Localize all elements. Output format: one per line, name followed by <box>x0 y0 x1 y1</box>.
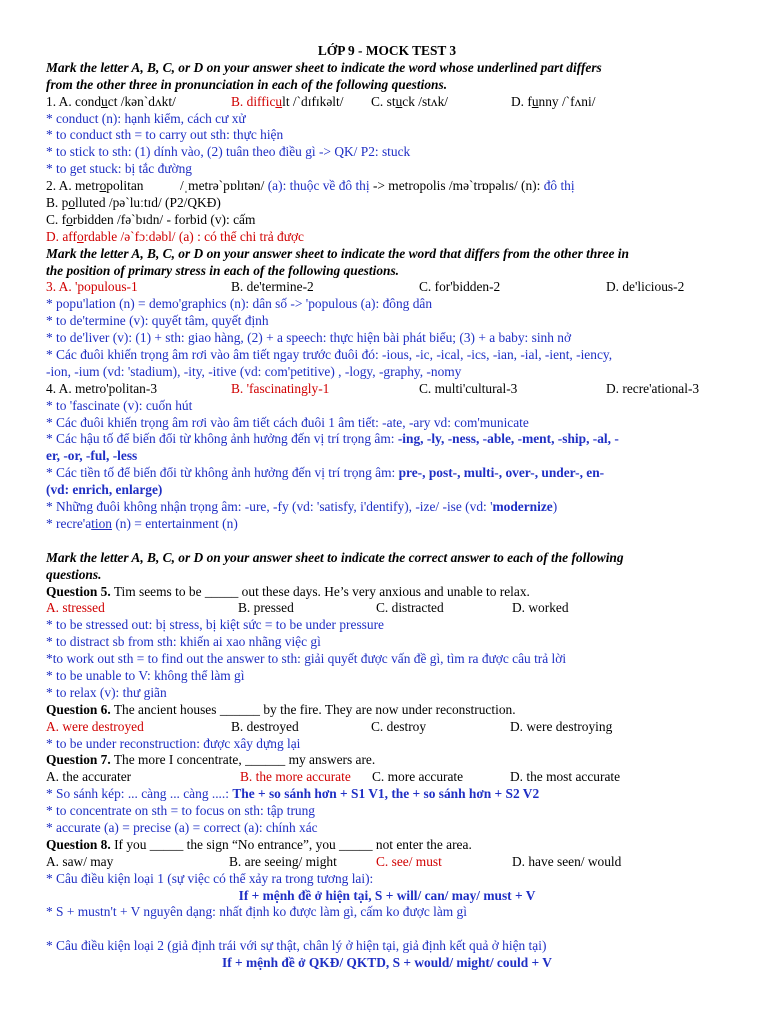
q1-option-d: D. funny /`fʌni/ <box>511 93 596 109</box>
q5-note: * to be unable to V: không thể làm gì <box>46 667 245 683</box>
q3-options <box>46 279 728 296</box>
q6-options <box>46 719 728 736</box>
q3-note: * popu'lation (n) = demo'graphics (n): dân số -> 'populous (a): đông dân <box>46 296 433 312</box>
q7-option-c: C. more accurate <box>372 769 464 785</box>
q4-option-b: B. 'fascinatingly-1 <box>231 380 330 396</box>
q1-options <box>46 94 728 111</box>
q1-note: * to get stuck: bị tắc đường <box>46 161 192 177</box>
q6-option-c: C. destroy <box>371 718 427 734</box>
q7-note: * to concentrate on sth = to focus on sth: tập trung <box>46 803 315 819</box>
q8-formula: If + mệnh đề ở hiện tại, S + will/ can/ may/ must + V <box>238 887 536 903</box>
q5-note: * to relax (v): thư giãn <box>46 684 167 700</box>
q8-option-b: B. are seeing/ might <box>229 853 337 869</box>
q1-note: * to stick to sth: (1) dính vào, (2) tuân theo điều gì -> QK/ P2: stuck <box>46 144 411 160</box>
q2-option-d: D. affordable /ə`fɔːdəbl/ (a) : có thể chi trả được <box>46 228 305 244</box>
q8-option-c: C. see/ must <box>376 853 442 869</box>
q3-option-b: B. de'termine-2 <box>231 279 314 295</box>
q4-note: er, -or, -ful, -less <box>46 448 138 464</box>
q7-note: * accurate (a) = precise (a) = correct (a): chính xác <box>46 819 318 835</box>
q1-note: * to conduct sth = to carry out sth: thực hiện <box>46 127 284 143</box>
q4-note: * recre'ation (n) = entertainment (n) <box>46 515 238 531</box>
q7-option-a: A. the accurater <box>46 769 132 785</box>
section1-instruction-line2: from the other three in pronunciation in each of the following questions. <box>46 76 448 92</box>
q3-note: * to de'liver (v): (1) + sth: giao hàng, (2) + a speech: thực hiện bài phát biểu; (3) + a baby: sinh nở <box>46 330 572 346</box>
q4-option-d: D. recre'ational-3 <box>606 380 700 396</box>
q2-option-b: B. polluted /pə`luːtɪd/ (P2/QKĐ) <box>46 195 221 211</box>
q2-option-a: 2. A. metropolitan /ˌmetrə`pɒlɪtən/ (a): thuộc về đô thị -> metropolis /mə`trɒpəlɪs/ (n): đô thị <box>46 178 575 194</box>
q6-stem: Question 6. The ancient houses ______ by the fire. They are now under reconstruction. <box>46 701 516 717</box>
section2-instruction-line1: Mark the letter A, B, C, or D on your answer sheet to indicate the word that differs from the other three in <box>46 245 629 261</box>
q8-option-d: D. have seen/ would <box>512 853 622 869</box>
q8-options <box>46 854 728 871</box>
q6-option-a: A. were destroyed <box>46 718 144 734</box>
q5-note: * to be stressed out: bị stress, bị kiệt sức = to be under pressure <box>46 617 384 633</box>
q7-option-d: D. the most accurate <box>510 769 621 785</box>
page-title: LỚP 9 - MOCK TEST 3 <box>317 43 457 58</box>
q8-note: * Câu điều kiện loại 1 (sự việc có thể xảy ra trong tương lai): <box>46 870 374 886</box>
q4-options <box>46 381 728 398</box>
q5-option-c: C. distracted <box>376 600 444 616</box>
q4-note: * Các hậu tố để biến đổi từ không ảnh hưởng đến vị trí trọng âm: -ing, -ly, -ness, -able, -ment, -ship, -al, - <box>46 431 619 447</box>
q6-option-d: D. were destroying <box>510 718 613 734</box>
q8-note: * Câu điều kiện loại 2 (giả định trái với sự thật, chân lý ở hiện tại, giả định kết quả ở hiện tại) <box>46 938 547 954</box>
q1-note: * conduct (n): hạnh kiểm, cách cư xử <box>46 110 246 126</box>
q8-option-a: A. saw/ may <box>46 853 114 869</box>
q5-option-d: D. worked <box>512 600 569 616</box>
q7-option-b: B. the more accurate <box>240 769 351 785</box>
q5-option-a: A. stressed <box>46 600 105 616</box>
section2-instruction-line2: the position of primary stress in each of the following questions. <box>46 262 400 278</box>
q1-option-c: C. stuck /stʌk/ <box>371 93 449 109</box>
q4-note: (vd: enrich, enlarge) <box>46 482 163 498</box>
q4-option-c: C. multi'cultural-3 <box>419 380 518 396</box>
q5-options <box>46 600 728 617</box>
q7-note: * So sánh kép: ... càng ... càng ....: The + so sánh hơn + S1 V1, the + so sánh hơn + S2 V2 <box>46 786 540 802</box>
q5-option-b: B. pressed <box>238 600 294 616</box>
q5-note: *to work out sth = to find out the answer to sth: giải quyết được vấn đề gì, tìm ra được câu trả lời <box>46 651 567 667</box>
q5-note: * to distract sb from sth: khiến ai xao nhãng việc gì <box>46 634 321 650</box>
section3-instruction-line1: Mark the letter A, B, C, or D on your answer sheet to indicate the correct answer to each of the following <box>46 549 624 565</box>
q6-option-b: B. destroyed <box>231 718 299 734</box>
q7-options <box>46 769 728 786</box>
q8-formula: If + mệnh đề ở QKĐ/ QKTD, S + would/ might/ could + V <box>222 955 552 971</box>
q4-note: * to 'fascinate (v): cuốn hút <box>46 397 193 413</box>
q4-option-a: 4. A. metro'politan-3 <box>46 380 158 396</box>
q3-note: -ion, -ium (vd: 'stadium), -ity, -itive (vd: com'petitive) , -logy, -graphy, -nomy <box>46 363 462 379</box>
q6-note: * to be under reconstruction: được xây dựng lại <box>46 735 301 751</box>
q8-note: * S + mustn't + V nguyên dạng: nhất định ko được làm gì, cấm ko được làm gì <box>46 904 467 920</box>
section3-instruction-line2: questions. <box>46 566 102 582</box>
q3-option-c: C. for'bidden-2 <box>419 279 501 295</box>
q3-option-d: D. de'licious-2 <box>606 279 685 295</box>
q8-stem: Question 8. If you _____ the sign “No entrance”, you _____ not enter the area. <box>46 836 472 852</box>
q2-option-c: C. forbidden /fə`bɪdn/ - forbid (v): cấm <box>46 211 256 227</box>
q3-option-a: 3. A. 'populous-1 <box>46 279 138 295</box>
q4-note: * Những đuôi không nhận trọng âm: -ure, -fy (vd: 'satisfy, i'dentify), -ize/ -ise (vd: 'modernize) <box>46 499 558 515</box>
q4-note: * Các đuôi khiến trọng âm rơi vào âm tiết cách đuôi 1 âm tiết: -ate, -ary vd: com'municate <box>46 414 529 430</box>
section1-instruction-line1: Mark the letter A, B, C, or D on your answer sheet to indicate the word whose underlined part differs <box>46 59 602 75</box>
q3-note: * to de'termine (v): quyết tâm, quyết định <box>46 313 269 329</box>
q1-option-b: B. difficult /`dɪfɪkəlt/ <box>231 93 344 109</box>
q3-note: * Các đuôi khiến trọng âm rơi vào âm tiết ngay trước đuôi đó: -ious, -ic, -ical, -ics, -ian, -ial, -ient, -iency, <box>46 347 613 363</box>
q7-stem: Question 7. The more I concentrate, ______ my answers are. <box>46 752 376 768</box>
q5-stem: Question 5. Tim seems to be _____ out these days. He’s very anxious and unable to relax. <box>46 583 530 599</box>
q1-option-a: 1. A. conduct /kən`dʌkt/ <box>46 93 176 109</box>
worksheet <box>46 43 728 972</box>
q4-note: * Các tiền tố để biến đổi từ không ảnh hưởng đến vị trí trọng âm: pre-, post-, multi-, over-, under-, en- <box>46 465 605 481</box>
